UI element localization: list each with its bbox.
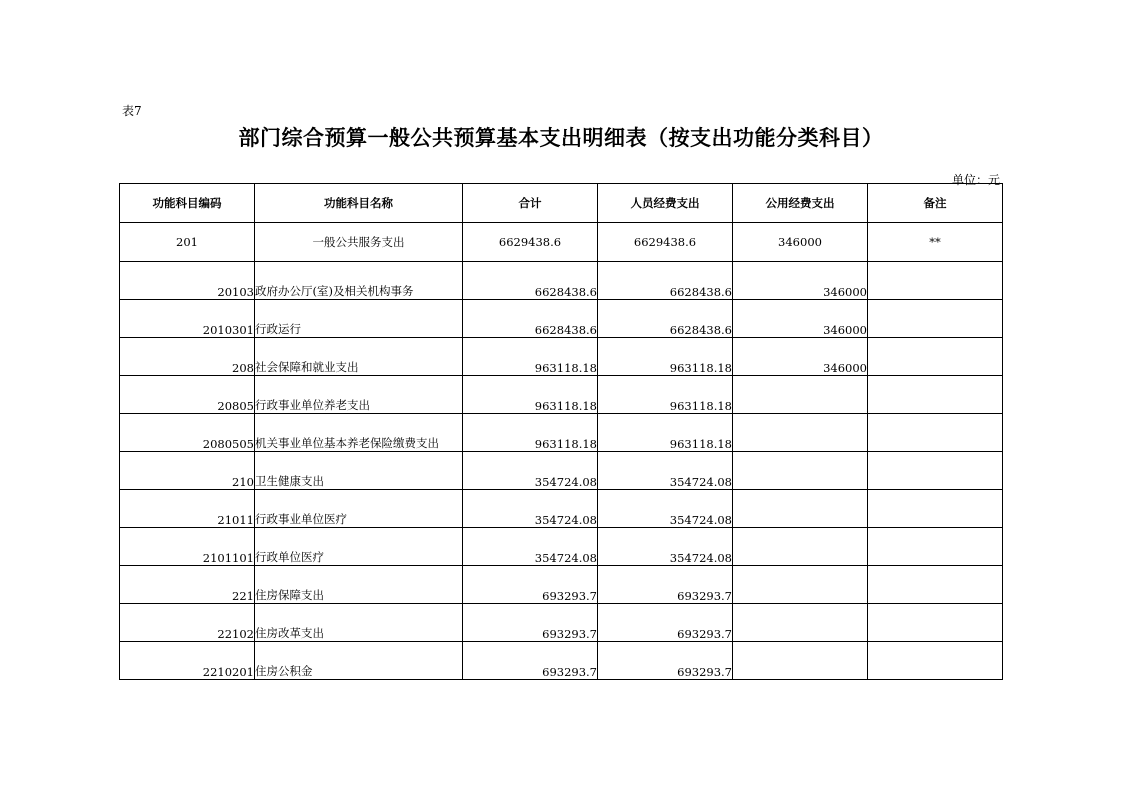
table-row <box>120 566 1003 604</box>
header-total: 合计 <box>463 184 598 223</box>
cell-name: 社会保障和就业支出 <box>255 338 463 376</box>
cell-name: 住房公积金 <box>255 642 463 680</box>
table-row <box>120 338 1003 376</box>
cell-total: 6628438.6 <box>463 300 598 338</box>
cell-public <box>733 376 868 414</box>
cell-code: 22102 <box>120 604 255 642</box>
cell-public: 346000 <box>733 338 868 376</box>
cell-personnel: 963118.18 <box>598 376 733 414</box>
cell-personnel: 963118.18 <box>598 338 733 376</box>
cell-name: 行政单位医疗 <box>255 528 463 566</box>
cell-total: 6629438.6 <box>463 223 598 262</box>
cell-total: 354724.08 <box>463 528 598 566</box>
cell-public: 346000 <box>733 262 868 300</box>
cell-name: 住房改革支出 <box>255 604 463 642</box>
cell-name: 行政事业单位医疗 <box>255 490 463 528</box>
cell-name: 机关事业单位基本养老保险缴费支出 <box>255 414 463 452</box>
table-row <box>120 604 1003 642</box>
cell-total: 963118.18 <box>463 338 598 376</box>
cell-remarks: ** <box>868 223 1003 262</box>
cell-public <box>733 490 868 528</box>
cell-total: 963118.18 <box>463 414 598 452</box>
cell-remarks <box>868 452 1003 490</box>
table-row <box>120 376 1003 414</box>
cell-remarks <box>868 414 1003 452</box>
cell-code: 2080505 <box>120 414 255 452</box>
table-row <box>120 642 1003 680</box>
cell-personnel: 693293.7 <box>598 566 733 604</box>
cell-remarks <box>868 376 1003 414</box>
cell-public <box>733 566 868 604</box>
cell-remarks <box>868 604 1003 642</box>
cell-public <box>733 414 868 452</box>
cell-personnel: 693293.7 <box>598 604 733 642</box>
cell-name: 卫生健康支出 <box>255 452 463 490</box>
cell-code: 201 <box>120 223 255 262</box>
table-row <box>120 414 1003 452</box>
cell-code: 20805 <box>120 376 255 414</box>
cell-public: 346000 <box>733 300 868 338</box>
cell-public: 346000 <box>733 223 868 262</box>
cell-personnel: 354724.08 <box>598 528 733 566</box>
header-personnel: 人员经费支出 <box>598 184 733 223</box>
cell-remarks <box>868 528 1003 566</box>
cell-public <box>733 604 868 642</box>
table-row <box>120 490 1003 528</box>
cell-personnel: 963118.18 <box>598 414 733 452</box>
unit-label: 单位：元 <box>951 173 1000 187</box>
cell-code: 20103 <box>120 262 255 300</box>
cell-total: 693293.7 <box>463 604 598 642</box>
cell-public <box>733 452 868 490</box>
table-row <box>120 223 1003 262</box>
cell-code: 2010301 <box>120 300 255 338</box>
budget-table <box>119 183 1003 680</box>
cell-code: 2210201 <box>120 642 255 680</box>
cell-personnel: 6628438.6 <box>598 262 733 300</box>
cell-remarks <box>868 300 1003 338</box>
cell-personnel: 354724.08 <box>598 452 733 490</box>
page-title: 部门综合预算一般公共预算基本支出明细表（按支出功能分类科目） <box>238 126 884 150</box>
cell-total: 693293.7 <box>463 566 598 604</box>
header-public: 公用经费支出 <box>733 184 868 223</box>
cell-total: 963118.18 <box>463 376 598 414</box>
table-label: 表7 <box>122 104 142 118</box>
header-remarks: 备注 <box>868 184 1003 223</box>
cell-remarks <box>868 642 1003 680</box>
cell-total: 354724.08 <box>463 490 598 528</box>
cell-code: 2101101 <box>120 528 255 566</box>
table-row <box>120 300 1003 338</box>
header-code: 功能科目编码 <box>120 184 255 223</box>
cell-remarks <box>868 262 1003 300</box>
cell-code: 210 <box>120 452 255 490</box>
cell-name: 行政事业单位养老支出 <box>255 376 463 414</box>
cell-public <box>733 528 868 566</box>
cell-personnel: 6629438.6 <box>598 223 733 262</box>
cell-code: 208 <box>120 338 255 376</box>
header-row <box>120 184 1003 223</box>
cell-total: 354724.08 <box>463 452 598 490</box>
table-row <box>120 262 1003 300</box>
table-row <box>120 528 1003 566</box>
header-name: 功能科目名称 <box>255 184 463 223</box>
cell-code: 21011 <box>120 490 255 528</box>
cell-remarks <box>868 490 1003 528</box>
cell-public <box>733 642 868 680</box>
cell-code: 221 <box>120 566 255 604</box>
cell-total: 693293.7 <box>463 642 598 680</box>
cell-name: 行政运行 <box>255 300 463 338</box>
table-row <box>120 452 1003 490</box>
cell-name: 政府办公厅(室)及相关机构事务 <box>255 262 463 300</box>
cell-name: 住房保障支出 <box>255 566 463 604</box>
cell-total: 6628438.6 <box>463 262 598 300</box>
cell-name: 一般公共服务支出 <box>255 223 463 262</box>
cell-personnel: 354724.08 <box>598 490 733 528</box>
cell-remarks <box>868 566 1003 604</box>
cell-personnel: 6628438.6 <box>598 300 733 338</box>
cell-personnel: 693293.7 <box>598 642 733 680</box>
cell-remarks <box>868 338 1003 376</box>
